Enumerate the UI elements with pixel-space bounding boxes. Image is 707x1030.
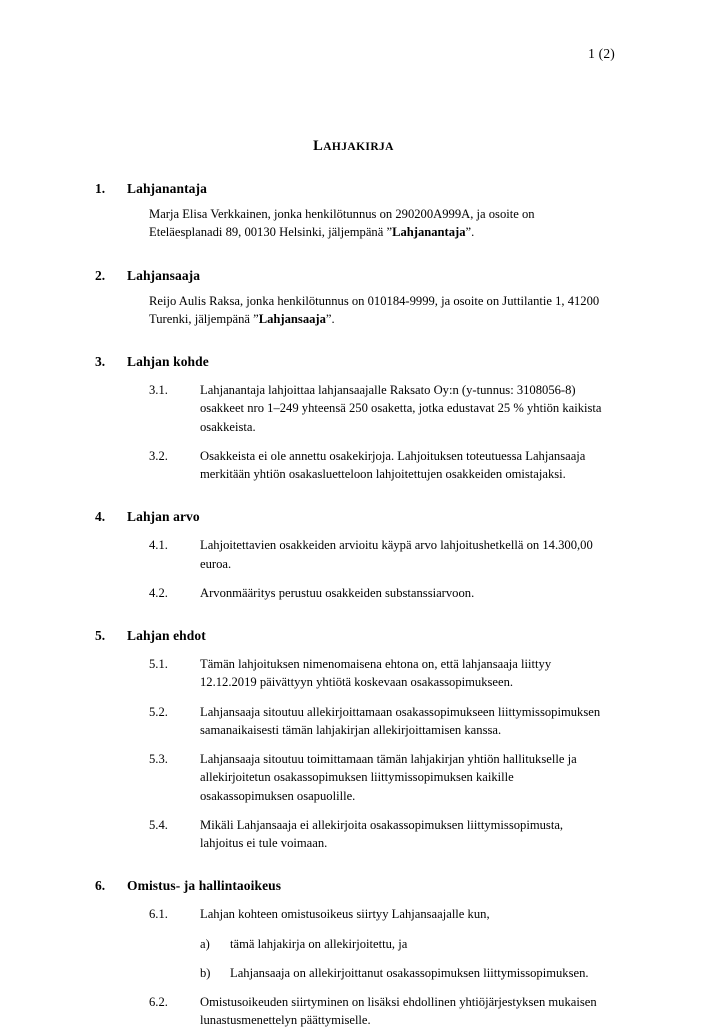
clause-text: Lahjanantaja lahjoittaa lahjansaajalle Raksato Oy:n (y-tunnus: 3108056-8) osakkeet nro 1–249 yhteensä 250 osaketta, jotka edustavat 25 % yhtiön kaikista osakkeista. [200,383,602,434]
section-lahjanantaja [62,181,645,242]
defined-term: Lahjanantaja [392,225,466,240]
section-title: Lahjan kohde [127,354,209,369]
clause-number: 6.2. [149,995,168,1009]
subclause-text: Lahjansaaja on allekirjoittanut osakassopimuksen liittymissopimuksen. [230,965,589,980]
section-omistus-ja-hallintaoikeus [62,878,645,1029]
clause-text: Arvonmääritys perustuu osakkeiden substanssiarvoon. [200,585,475,600]
page-number: 1 (2) [588,46,615,61]
clause [149,703,605,740]
section-title: Lahjansaaja [127,267,201,283]
clause [149,584,605,602]
clause [149,536,605,573]
page-title [62,138,645,155]
clause-number: 6.1. [149,907,168,922]
section-number: 2. [95,267,106,283]
defined-term: Lahjansaaja [258,311,326,326]
subclause-number: a) [200,936,210,951]
section-paragraph: Reijo Aulis Raksa, jonka henkilötunnus on 010184-9999, ja osoite on Juttilantie 1, 41200 Turenki, jäljempänä ”Lahjansaaja”. [149,293,600,326]
clause-text: Lahjoitettavien osakkeiden arvioitu käypä arvo lahjoitushetkellä on 14.300,00 euroa. [200,538,593,571]
section-title: Omistus- ja hallintaoikeus [127,878,282,894]
section-title: Lahjan arvo [127,509,200,525]
clause-number: 5.4. [149,817,168,832]
section-number: 4. [95,509,106,525]
subclause [200,935,605,953]
clause-number: 3.1. [149,383,168,397]
section-paragraph: Marja Elisa Verkkainen, jonka henkilötunnus on 290200A999A, ja osoite on Eteläesplanadi 89, 00130 Helsinki, jäljempänä ”Lahjanantaja”. [149,207,535,240]
section-lahjansaaja [62,268,645,329]
section-lahjan-arvo [62,509,645,602]
clause [149,750,605,805]
clause [149,905,605,923]
clause-number: 5.2. [149,704,168,719]
section-heading [62,509,645,525]
section-number: 5. [95,628,106,643]
clause-text: Omistusoikeuden siirtyminen on lisäksi ehdollinen yhtiöjärjestyksen mukaisen lunastusmenettelyn päättymiselle. [200,995,597,1028]
section-heading [62,354,645,370]
section-heading [62,181,645,197]
section-number: 1. [95,181,106,196]
section-lahjan-ehdot [62,628,645,852]
section-number: 3. [95,354,106,369]
clause [149,447,605,484]
subclause [200,964,605,982]
clause-text: Tämän lahjoituksen nimenomaisena ehtona on, että lahjansaaja liittyy 12.12.2019 päivättyyn yhtiötä koskevaan osakassopimukseen. [200,657,552,690]
section-heading [62,268,645,284]
clause [149,816,605,853]
clause-text: Mikäli Lahjansaaja ei allekirjoita osakassopimuksen liittymissopimusta, lahjoitus ei tule voimaan. [200,817,564,850]
section-title: Lahjan ehdot [127,628,206,643]
document-title-text: LAHJAKIRJA [313,138,394,154]
clause-number: 5.1. [149,657,168,671]
section-lahjan-kohde [62,354,645,483]
section-heading [62,878,645,894]
clause-text: Lahjansaaja sitoutuu allekirjoittamaan osakassopimukseen liittymissopimuksen samanaikaisesti tämän lahjakirjan allekirjoittamisen kanssa. [200,704,601,737]
clause-number: 3.2. [149,448,168,463]
clause-text: Lahjansaaja sitoutuu toimittamaan tämän lahjakirjan yhtiön hallitukselle ja allekirjoitetun osakassopimuksen liittymissopimuksen kaikille osakassopimuksen osapuolille. [200,752,577,803]
subclause-number: b) [200,965,211,980]
clause [149,993,605,1030]
clause-number: 4.1. [149,538,168,553]
section-title: Lahjanantaja [127,181,207,196]
section-number: 6. [95,878,106,894]
clause-number: 5.3. [149,752,168,766]
clause-number: 4.2. [149,585,168,600]
clause [149,655,605,692]
clause [149,381,605,436]
subclause-text: tämä lahjakirja on allekirjoitettu, ja [230,936,408,951]
clause-text: Osakkeista ei ole annettu osakekirjoja. Lahjoituksen toteutuessa Lahjansaaja merkitään yhtiön osakasluetteloon lahjoitettujen osakkeiden omistajaksi. [200,448,586,481]
clause-text: Lahjan kohteen omistusoikeus siirtyy Lahjansaajalle kun, [200,907,490,922]
section-heading [62,628,645,644]
